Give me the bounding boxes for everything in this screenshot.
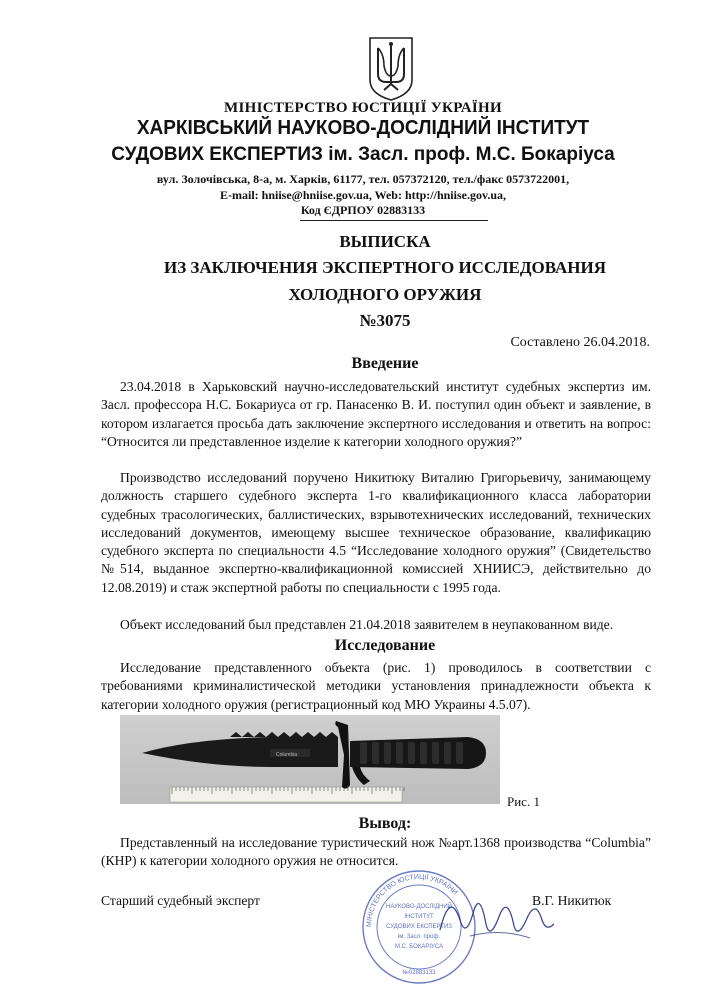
handle-grip-ring — [408, 742, 415, 764]
section-heading-conclusion: Вывод: — [358, 815, 412, 832]
handwritten-signature — [430, 880, 560, 960]
handle-grip-ring — [456, 742, 463, 764]
stamp-center-line4: ім. Засл. проф. — [397, 934, 441, 940]
handle-grip-ring — [432, 742, 439, 764]
institute-name-line2: СУДОВИХ ЕКСПЕРТИЗ ім. Засл. проф. М.С. Бокаріуса — [111, 144, 615, 165]
blade-brand-label: Columbia — [276, 752, 298, 758]
document-number: №3075 — [359, 311, 411, 330]
signer-role: Старший судебный эксперт — [101, 893, 260, 908]
stamp-center-line5: М.С. БОКАРІУСА — [394, 944, 444, 950]
conclusion-paragraph: Представленный на исследование туристический нож №арт.1368 производства “Columbia” (КНР) к категории холодного оружия не относится. — [101, 835, 651, 869]
section-heading-intro: Введение — [351, 355, 419, 372]
ministry-name: МІНІСТЕРСТВО ЮСТИЦІЇ УКРАЇНИ — [224, 100, 502, 116]
intro-paragraph-2: Производство исследований поручено Никитюку Виталию Григорьевичу, занимающему должность старшего судебного эксперта 1-го квалификационного класса лаборатории судебных трасологических, баллистических, взрывотехнических исследований, технических исследований документов, имеющему высшее техническое образование, квалификацию судебного эксперта по специальности 4.5 “Исследование холодного оружия” (Свидетельство №514, выданное экспертно-квалификационной комиссией ХНИИСЭ, действительно до 12.08.2019) и стаж экспертной работы по специальности с 1995 года. — [101, 470, 651, 595]
stamp-center-line2: ІНСТИТУТ — [404, 914, 434, 920]
stamp-code: №02883133 — [402, 970, 436, 976]
stamp-ring-text: МІНІСТЕРСТВО ЮСТИЦІЇ УКРАЇНИ — [365, 873, 459, 928]
handle-grip-ring — [396, 742, 403, 764]
intro-paragraph-1: 23.04.2018 в Харьковский научно-исследовательский институт судебных экспертиз им. Засл. профессора Н.С. Бокариуса от гр. Панасенко В. И. поступил один объект и заявление, в котором излагается просьба дать заключение экспертного исследования и ответить на вопрос: “Относится ли представленное изделие к категории холодного оружия?” — [101, 379, 651, 449]
document-subtitle-line1: ИЗ ЗАКЛЮЧЕНИЯ ЭКСПЕРТНОГО ИССЛЕДОВАНИЯ — [163, 258, 607, 277]
handle-grip-ring — [384, 742, 391, 764]
stamp-center-line3: СУДОВИХ ЕКСПЕРТИЗ — [386, 924, 452, 930]
institute-contacts: E-mail: hniise@hniise.gov.ua, Web: http://hniise.gov.ua, — [219, 188, 506, 202]
knife-illustration — [120, 715, 500, 804]
handle-grip-ring — [372, 742, 379, 764]
handle-grip-ring — [360, 742, 367, 764]
institute-address: вул. Золочівська, 8-а, м. Харків, 61177, тел. 057372120, тел./факс 0573722001, — [156, 172, 570, 186]
handle-grip-ring — [444, 742, 451, 764]
document-subtitle-line2: ХОЛОДНОГО ОРУЖИЯ — [288, 285, 482, 304]
signer-name: В.Г. Никитюк — [532, 893, 612, 908]
stamp-center-line1: НАУКОВО-ДОСЛІДНИЙ — [386, 904, 452, 910]
composed-date: Составлено 26.04.2018. — [510, 335, 650, 350]
intro-paragraph-3: Объект исследований был представлен 21.04.2018 заявителем в неупакованном виде. — [120, 617, 614, 632]
figure-caption: Рис. 1 — [507, 794, 540, 809]
document-title: ВЫПИСКА — [339, 232, 431, 251]
knife-photo — [120, 715, 500, 804]
section-heading-research: Исследование — [334, 637, 436, 654]
trident-coat-of-arms-icon — [366, 36, 416, 102]
handle-grip-ring — [420, 742, 427, 764]
research-paragraph: Исследование представленного объекта (рис. 1) проводилось в соответствии с требованиями криминалистической методики установления принадлежности объекта к категории холодного оружия (регистрационный код МЮ Украины 4.5.07). — [101, 660, 651, 712]
institute-code: Код ЄДРПОУ 02883133 — [300, 203, 426, 217]
letterhead-divider — [300, 220, 488, 221]
institute-name-line1: ХАРКІВСЬКИЙ НАУКОВО-ДОСЛІДНИЙ ІНСТИТУТ — [136, 117, 590, 140]
